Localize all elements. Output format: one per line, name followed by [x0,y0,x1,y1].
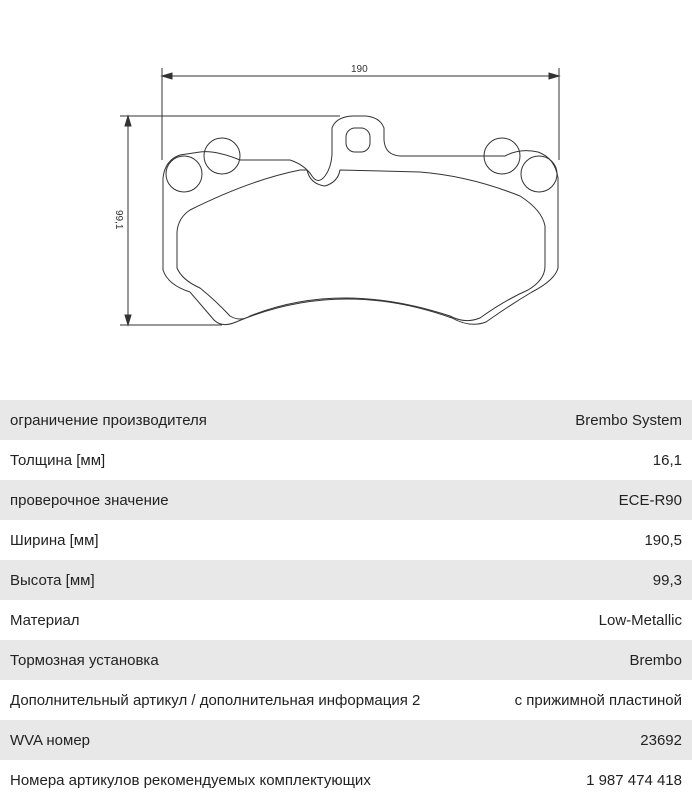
backing-plate-outline [163,116,558,325]
width-arrow-left [162,73,172,79]
spec-value: 23692 [640,731,682,749]
spec-value: 16,1 [652,451,682,469]
height-dimension-label: 99,1 [113,210,124,230]
table-row [0,520,692,560]
width-arrow-right [549,73,559,79]
spec-value: Brembo [629,651,682,669]
spec-value: 99,3 [652,571,682,589]
spec-label: Ширина [мм] [10,531,99,549]
height-arrow-top [125,116,131,126]
spec-label: Высота [мм] [10,571,95,589]
clip-hole-right-outer [521,156,557,192]
table-row [0,480,692,520]
spec-label: Номера артикулов рекомендуемых комплектующих [10,771,371,789]
spec-value: Brembo System [575,411,682,429]
table-row [0,760,692,800]
spec-label: Дополнительный артикул / дополнительная информация 2 [10,691,421,709]
spec-value: 1 987 474 418 [586,771,682,789]
spec-label: Тормозная установка [10,651,159,669]
spec-value: ECE-R90 [618,491,682,509]
spec-value: 190,5 [644,531,682,549]
table-row [0,720,692,760]
spec-label: Материал [10,611,80,629]
table-row [0,640,692,680]
width-dimension-label: 190 [351,64,368,75]
spec-label: WVA номер [10,731,91,749]
specs-table [0,400,692,800]
spec-value: с прижимной пластиной [514,691,682,709]
spec-label: проверочное значение [10,491,169,509]
clip-hole-left-inner [204,138,240,174]
table-row [0,400,692,440]
clip-hole-left-outer [166,156,202,192]
table-row [0,440,692,480]
spec-label: ограничение производителя [10,411,207,429]
table-row [0,680,692,720]
spec-value: Low-Metallic [598,611,682,629]
table-row [0,560,692,600]
spec-label: Толщина [мм] [10,451,106,469]
height-arrow-bottom [125,315,131,325]
friction-material-outline [177,170,545,321]
table-row [0,600,692,640]
tab-hole [346,128,370,152]
